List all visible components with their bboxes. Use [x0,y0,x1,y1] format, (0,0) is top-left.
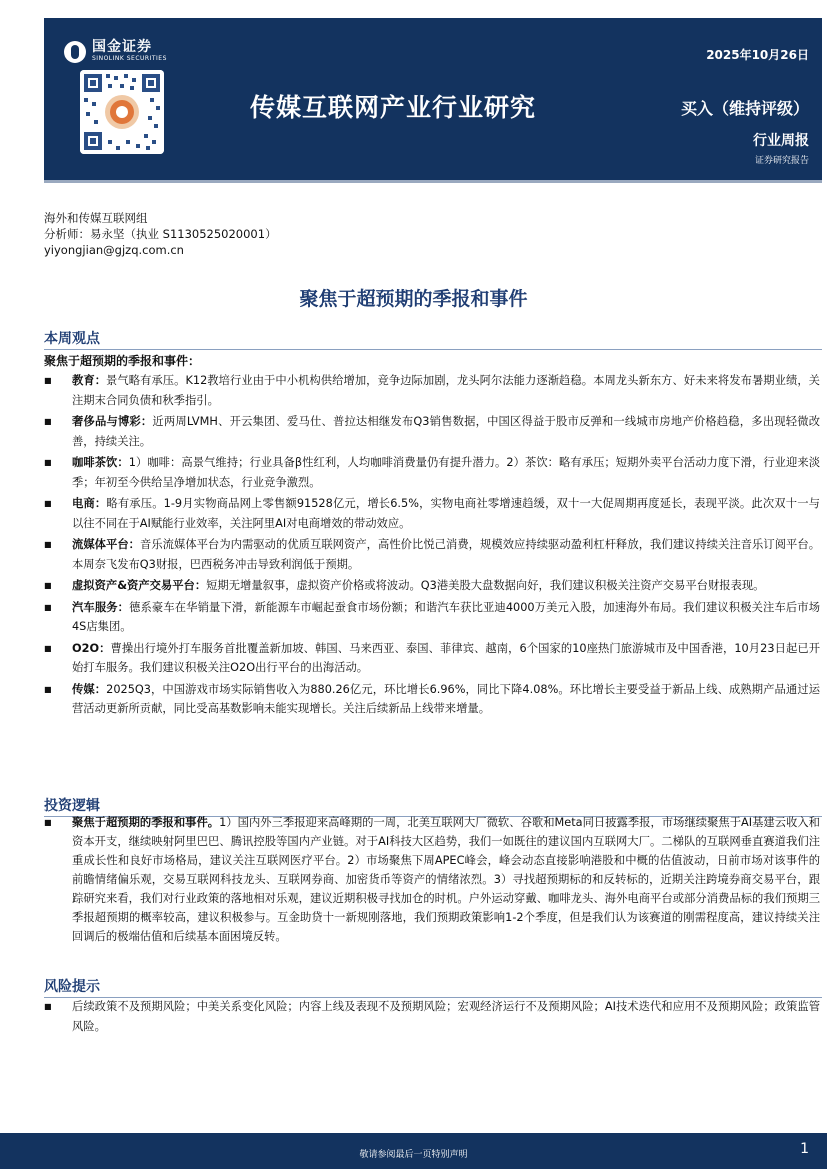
list-item-text: 德系豪车在华销量下滑，新能源车市崛起蚕食市场份额；和谐汽车获比亚迪4000万美元入股，加速海外布局。我们建议积极关注车后市场4S店集团。 [72,600,820,633]
list-item [44,535,820,574]
list-item-label: O2O： [72,641,111,655]
company-logo [64,40,167,63]
list-item-label: 电商： [72,497,107,510]
list-item [44,453,820,492]
bullet-square-icon: ■ [44,1002,52,1011]
bullet-square-icon: ■ [44,499,52,508]
list-item [44,371,820,410]
section-heading-weekly-view: 本周观点 [44,328,822,350]
list-item-label: 聚焦于超预期的季报和事件。 [72,816,220,829]
bullet-square-icon: ■ [44,458,52,467]
analyst-email[interactable]: yiyongjian@gjzq.com.cn [44,243,184,257]
bullet-square-icon: ■ [44,684,52,694]
logo-name: 国金证券 [92,39,152,55]
document-title: 聚焦于超预期的季报和事件 [299,288,528,310]
list-item [44,494,820,533]
bullet-square-icon: ■ [44,581,52,590]
page-number: 1 [800,1141,809,1157]
list-item [44,997,820,1036]
list-item-text: 景气略有承压。K12教培行业由于中小机构供给增加，竞争边际加剧，龙头阿尔法能力逐渐趋稳。本周龙头新东方、好未来将发布暑期业绩，关注期末合同负债和秋季指引。 [72,374,820,407]
logo-english-name: SINOLINK SECURITIES [92,55,167,62]
report-type: 行业周报 [753,133,809,149]
list-item-text: 2025Q3，中国游戏市场实际销售收入为880.26亿元，环比增长6.96%，同比下降4.08%。环比增长主要受益于新品上线、成熟期产品通过运营活动更新所贡献，同比受高基数影响未能实现增长。关注后续新品上线带来增量。 [72,682,820,715]
section-heading-investment-logic: 投资逻辑 [44,795,822,817]
weekly-view-list [44,371,820,721]
analyst-group: 海外和传媒互联网组 [44,211,148,225]
bullet-square-icon: ■ [44,540,52,549]
weekly-view-subheading: 聚焦于超预期的季报和事件： [44,354,201,368]
list-item-label: 传媒： [72,682,107,696]
logo-mark-icon [64,41,86,63]
report-title: 传媒互联网产业行业研究 [250,93,537,122]
list-item-label: 流媒体平台： [72,538,141,551]
header-divider [44,180,822,183]
list-item-text: 短期无增量叙事，虚拟资产价格或将波动。Q3港美股大盘数据向好，我们建议积极关注资产交易平台财报表现。 [206,579,765,592]
list-item-label: 教育： [72,374,107,387]
list-item [44,576,820,596]
list-item-text: 1）国内外三季报迎来高峰期的一周，北美互联网大厂微软、谷歌和Meta同日披露季报，市场继续聚焦于AI基建云收入和资本开支，继续映射阿里巴巴、腾讯控股等国内产业链。对于AI科技大区趋势，我们一如既往的建议国内互联网大厂。二梯队的互联网垂直赛道我们注重成长性和良好市场格局，建议关注互联网医疗平台。2）市场聚焦下周APEC峰会，峰会动态直接影响港股和中概的估值波动，日前市场对该事件的前瞻情绪偏乐观，交易互联网科技龙头、互联网券商、加密货币等资产的情绪浓烈。3）寻找超预期标的和反转标的，近期关注跨境券商交易平台，跟踪研究来看，我们对行业政策的落地相对乐观，建议近期积极寻找加仓的时机。户外运动穿戴、咖啡龙头、海外电商平台或部分消费品标的我们预期三季报超预期的概率较高，建议积极参与。互金助贷十一新规刚落地，我们预期政策影响1-2个季度，但是我们认为该赛道的刚需程度高，建议持续关注回调后的极端估值和后续基本面困境反转。 [72,816,820,943]
report-category: 证券研究报告 [754,156,809,166]
list-item [44,598,820,637]
bullet-square-icon: ■ [44,602,52,612]
bullet-square-icon: ■ [44,643,52,653]
list-item [44,813,820,946]
list-item-label: 奢侈品与博彩： [72,415,153,428]
bullet-square-icon: ■ [44,376,52,385]
qr-code-icon [80,70,164,154]
list-item [44,639,820,678]
analyst-name: 分析师：易永坚（执业 S1130525020001） [44,227,277,241]
section-heading-risks: 风险提示 [44,976,822,998]
list-item-text: 近两周LVMH、开云集团、爱马仕、普拉达相继发布Q3销售数据，中国区得益于股市反弹和一线城市房地产价格趋稳，多出现轻微改善，持续关注。 [72,415,820,448]
list-item-text: 后续政策不及预期风险；中美关系变化风险；内容上线及表现不及预期风险；宏观经济运行不及预期风险；AI技术迭代和应用不及预期风险；政策监管风险。 [72,1000,820,1033]
footer-disclaimer: 敬请参阅最后一页特别声明 [359,1150,468,1160]
list-item [44,680,820,719]
list-item-text: 音乐流媒体平台为内需驱动的优质互联网资产，高性价比悦己消费，规模效应持续驱动盈利杠杆释放，我们建议持续关注音乐订阅平台。本周奈飞发布Q3财报，巴西税务冲击导致利润低于预期。 [72,538,820,571]
list-item [44,412,820,451]
investment-logic-list [44,813,820,948]
report-date: 2025年10月26日 [706,48,809,62]
list-item-text: 曹操出行境外打车服务首批覆盖新加坡、韩国、马来西亚、泰国、菲律宾、越南，6个国家的10座热门旅游城市及中国香港，10月23日起已开始打车服务。我们建议积极关注O2O出行平台的出海活动。 [72,641,820,674]
investment-rating: 买入（维持评级） [680,99,809,118]
risk-list [44,997,820,1038]
list-item-text: 1）咖啡：高景气维持；行业具备β性红利，人均咖啡消费量仍有提升潜力。2）茶饮：略有承压；短期外卖平台活动力度下滑，行业迎来淡季；年初至今供给呈净增加状态，行业竞争激烈。 [72,456,820,489]
list-item-text: 略有承压。1-9月实物商品网上零售额91528亿元，增长6.5%，实物电商社零增速趋缓，双十一大促周期再度延长，表现平淡。此次双十一与以往不同在于AI赋能行业效率，关注阿里AI对电商增效的带动效应。 [72,497,820,530]
analyst-info [44,210,277,258]
bullet-square-icon: ■ [44,818,52,827]
list-item-label: 虚拟资产&资产交易平台： [72,579,207,592]
list-item-label: 咖啡茶饮： [72,456,129,469]
bullet-square-icon: ■ [44,417,52,426]
list-item-label: 汽车服务： [72,600,130,614]
